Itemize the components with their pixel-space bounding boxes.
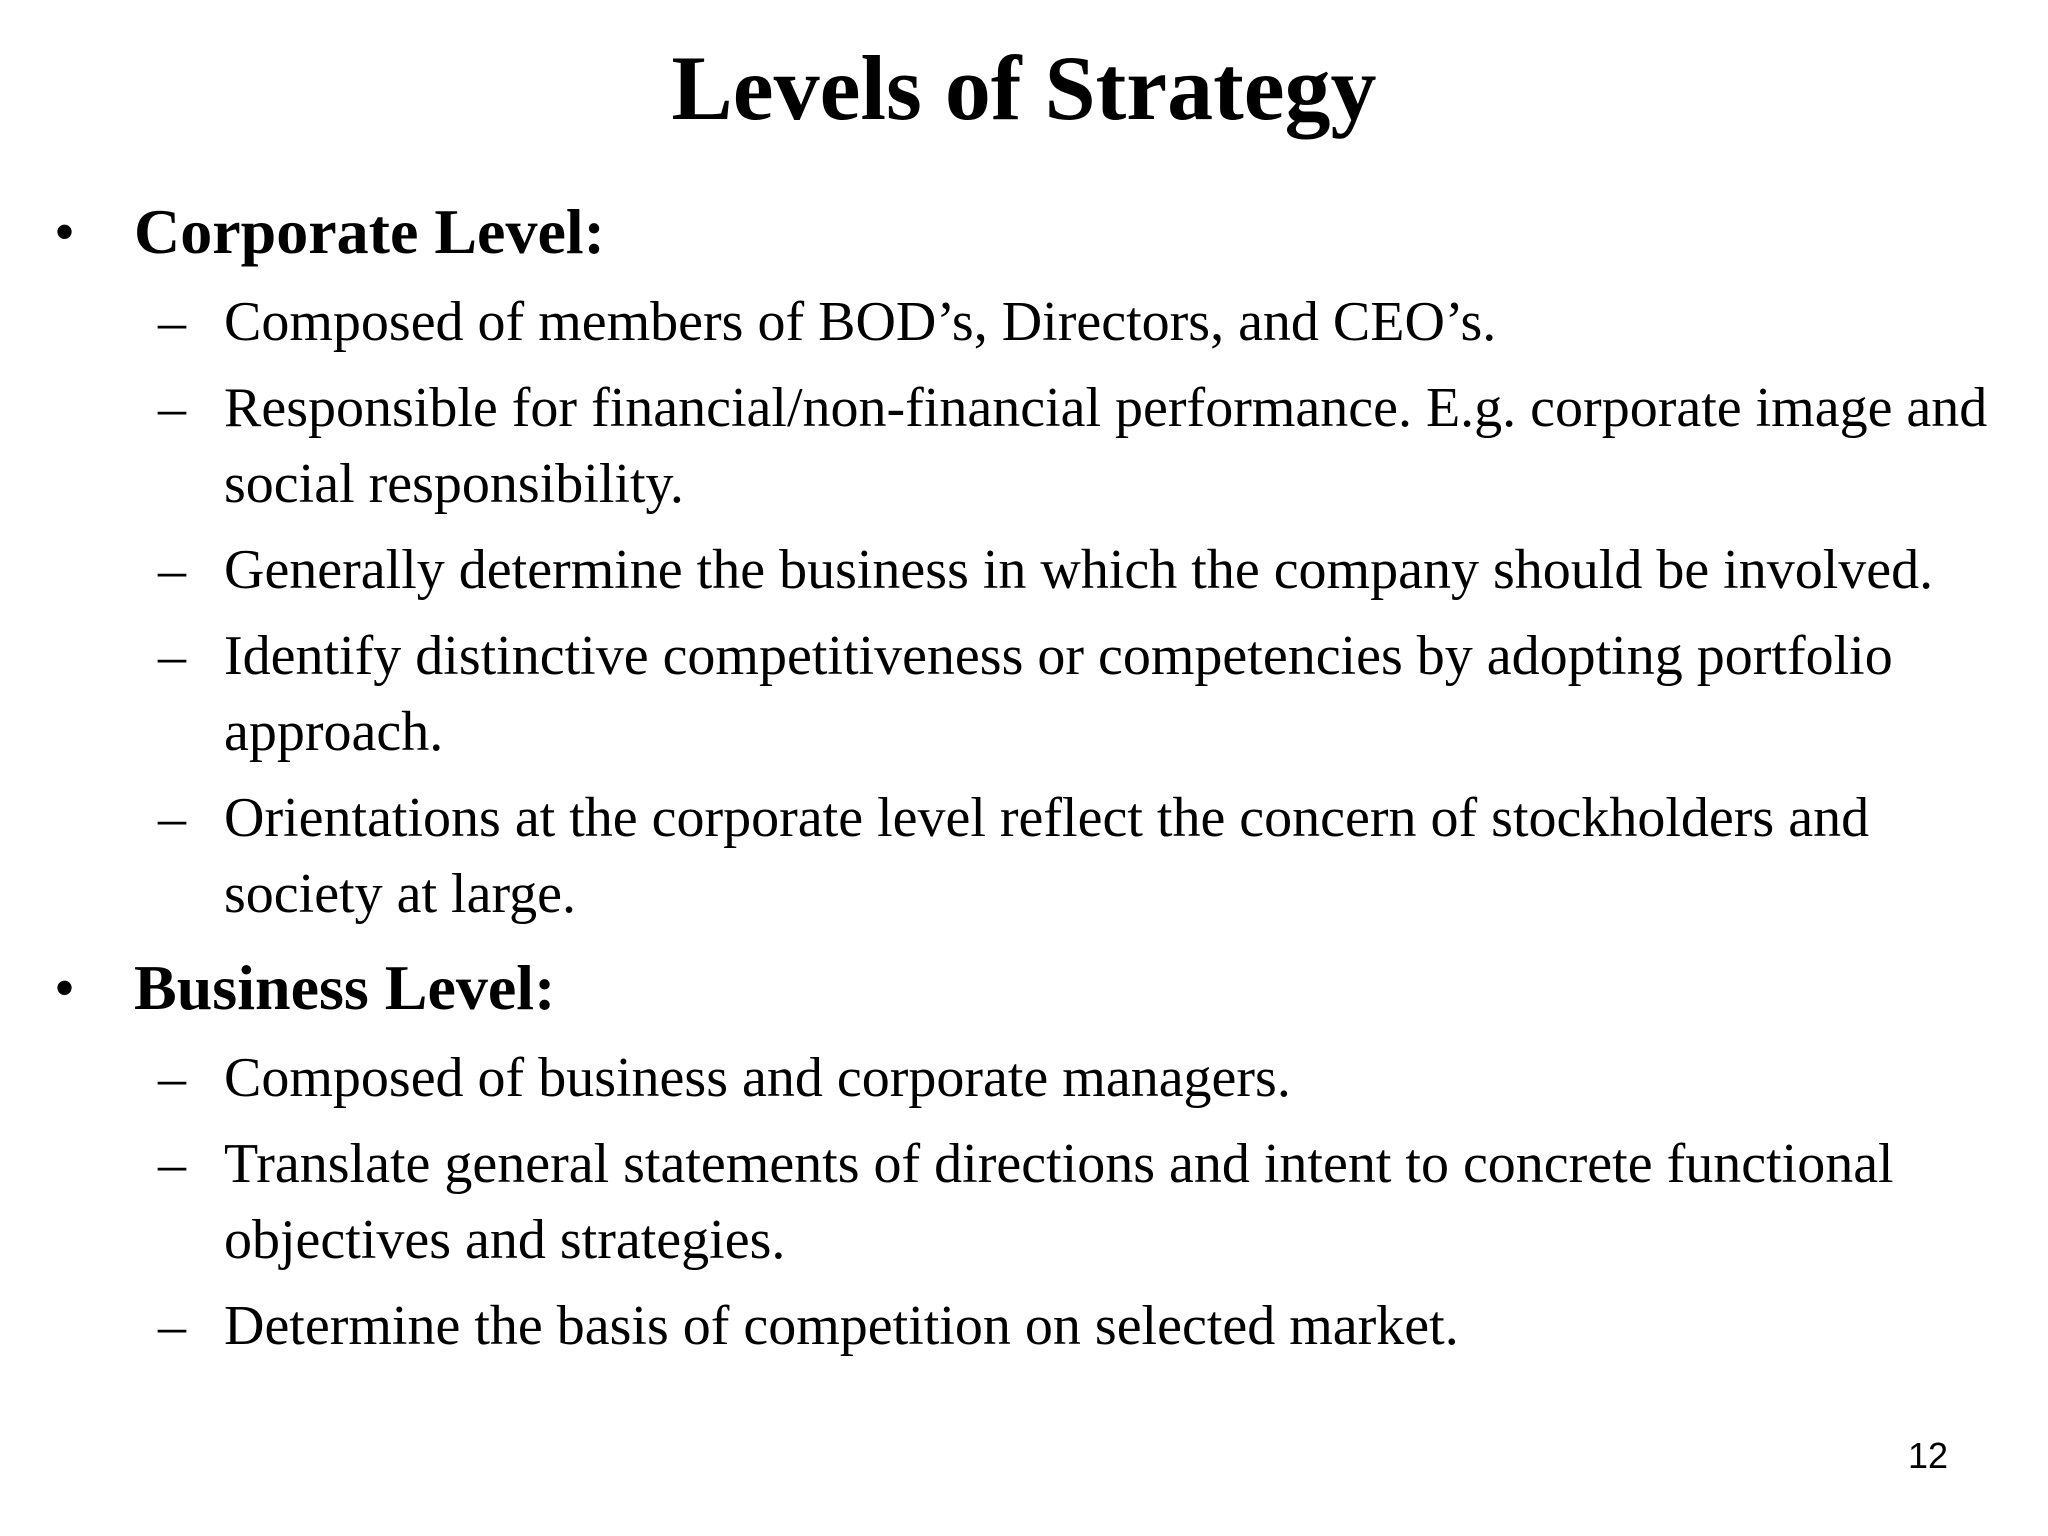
sub-bullet-item (0, 284, 2048, 360)
sub-bullet-item (0, 1040, 2048, 1116)
section-heading: Corporate Level: (134, 196, 605, 267)
sub-bullet-item (0, 618, 2048, 770)
dash-icon: – (158, 787, 186, 849)
dash-icon: – (158, 1133, 186, 1195)
section-heading: Business Level: (134, 952, 556, 1023)
dash-icon: – (158, 291, 186, 353)
dash-icon: – (158, 1047, 186, 1109)
dash-icon: – (158, 625, 186, 687)
slide-title: Levels of Strategy (671, 37, 1377, 139)
bullet-icon: • (54, 199, 76, 265)
page-number: 12 (1907, 1435, 1948, 1476)
bullet-heading-row (0, 186, 2048, 278)
sub-bullet-item (0, 1126, 2048, 1278)
dash-icon: – (158, 1295, 186, 1357)
bullet-icon: • (54, 955, 76, 1021)
sub-bullet-text: Responsible for financial/non-financial performance. E.g. corporate image and social responsibility. (224, 377, 1988, 515)
dash-icon: – (158, 539, 186, 601)
bullet-heading-row (0, 942, 2048, 1034)
sub-bullet-text: Identify distinctive competitiveness or competencies by adopting portfolio approach. (224, 625, 1893, 763)
section-corporate-level (0, 186, 2048, 932)
section-business-level (0, 942, 2048, 1364)
slide-content (0, 186, 2048, 1374)
sub-bullet-item (0, 1288, 2048, 1364)
sub-bullet-text: Translate general statements of directions and intent to concrete functional objectives and strategies. (224, 1133, 1894, 1271)
sub-bullet-text: Orientations at the corporate level reflect the concern of stockholders and society at large. (224, 787, 1870, 925)
sub-bullet-list (0, 1040, 2048, 1364)
sub-bullet-text: Determine the basis of competition on selected market. (224, 1295, 1459, 1357)
sub-bullet-text: Composed of business and corporate managers. (224, 1047, 1291, 1109)
sub-bullet-item (0, 780, 2048, 932)
sub-bullet-text: Composed of members of BOD’s, Directors, and CEO’s. (224, 291, 1497, 353)
sub-bullet-item (0, 370, 2048, 522)
sub-bullet-item (0, 532, 2048, 608)
sub-bullet-list (0, 284, 2048, 932)
sub-bullet-text: Generally determine the business in which the company should be involved. (224, 539, 1934, 601)
dash-icon: – (158, 377, 186, 439)
